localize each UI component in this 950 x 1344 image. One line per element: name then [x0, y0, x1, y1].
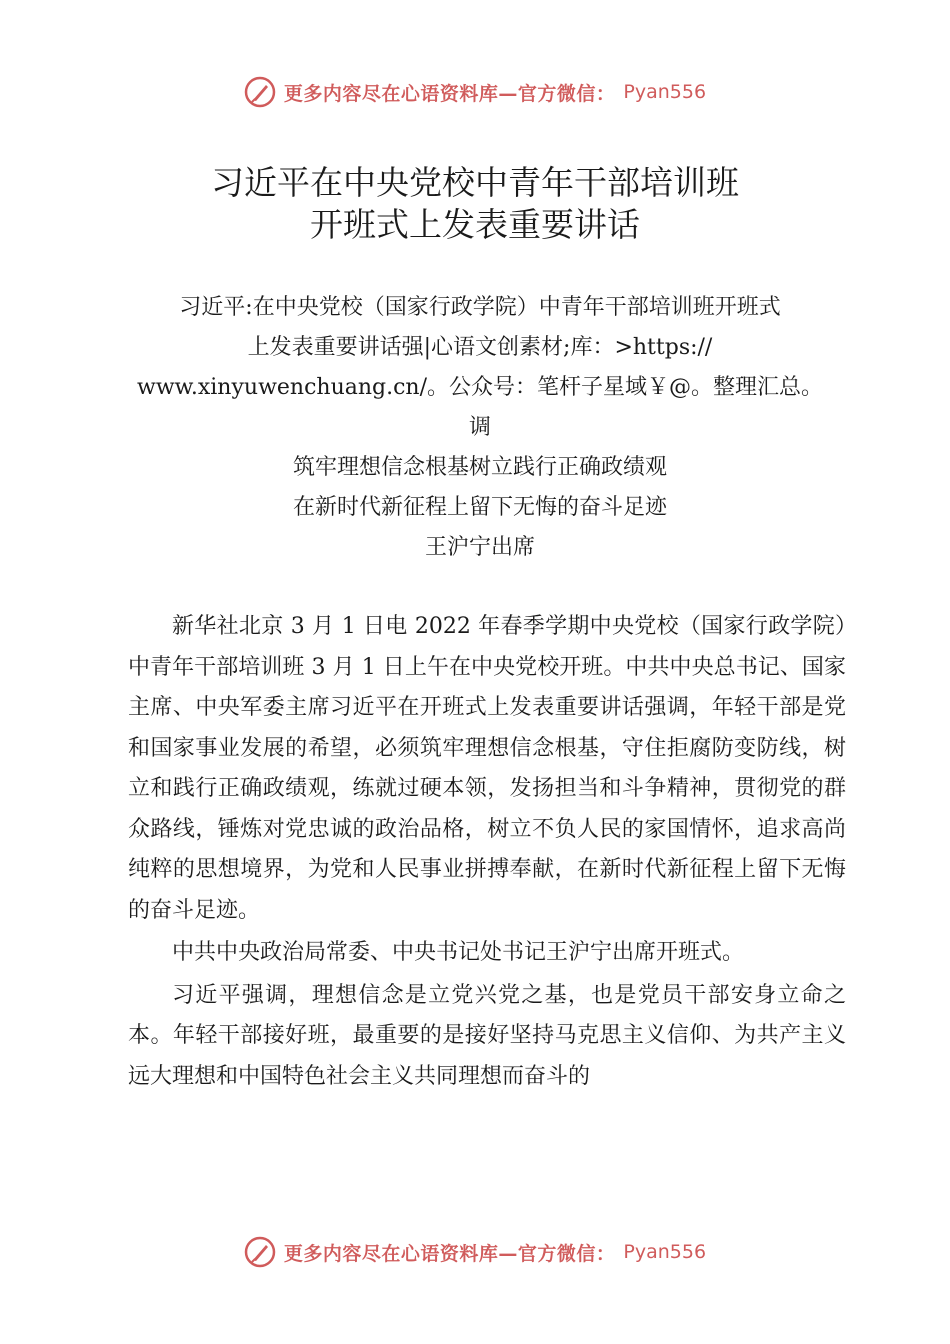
subhead-line-6: 在新时代新征程上留下无悔的奋斗足迹 [292, 495, 667, 520]
subhead-line-2: 上发表重要讲话强|心语文创素材;库：>https:// [247, 335, 713, 360]
document-title [0, 162, 950, 246]
banner-text: 更多内容尽在心语资料库—官方微信： [283, 82, 616, 105]
title-line-1: 习近平在中央党校中青年干部培训班 [211, 163, 739, 202]
header-watermark-banner [0, 76, 950, 108]
quill-logo-icon [244, 76, 276, 108]
body-paragraph-1: 新华社北京 3 月 1 日电 2022 年春季学期中央党校（国家行政学院）中青年干部培训班 3 月 1 日上午在中央党校开班。中共中央总书记、国家主席、中央军委主席习近平在开班式上发表重要讲话强调，年轻干部是党和国家事业发展的希望，必须筑牢理想信念根基，守住拒腐防变防线，树立和践行正确政绩观，练就过硬本领，发扬担当和斗争精神，贯彻党的群众路线，锤炼对党忠诚的政治品格，树立不负人民的家国情怀，追求高尚纯粹的思想境界，为党和人民事业拼搏奉献，在新时代新征程上留下无悔的奋斗足迹。 [128, 614, 846, 923]
subhead-line-3: www.xinyuwenchuang.cn/。公众号：笔杆子星域￥@。整理汇总。 [136, 375, 824, 400]
footer-watermark-banner [0, 1236, 950, 1268]
body-paragraph-3: 习近平强调，理想信念是立党兴党之基，也是党员干部安身立命之本。年轻干部接好班，最重要的是接好坚持马克思主义信仰、为共产主义远大理想和中国特色社会主义共同理想而奋斗的 [128, 982, 846, 1089]
subhead-line-5: 筑牢理想信念根基树立践行正确政绩观 [292, 455, 667, 480]
banner-wechat-id: Pyan556 [623, 1241, 707, 1263]
banner-wechat-id: Pyan556 [623, 81, 707, 103]
title-line-2: 开班式上发表重要讲话 [310, 205, 640, 244]
body-paragraph-2: 中共中央政治局常委、中央书记处书记王沪宁出席开班式。 [172, 940, 745, 965]
subheading-block [100, 288, 860, 568]
subhead-line-4: 调 [468, 415, 491, 440]
quill-logo-icon [244, 1236, 276, 1268]
subhead-line-7: 王沪宁出席 [424, 535, 535, 560]
subhead-line-1: 习近平:在中央党校（国家行政学院）中青年干部培训班开班式 [179, 295, 781, 320]
article-body [128, 607, 846, 1099]
banner-text: 更多内容尽在心语资料库—官方微信： [283, 1242, 616, 1265]
